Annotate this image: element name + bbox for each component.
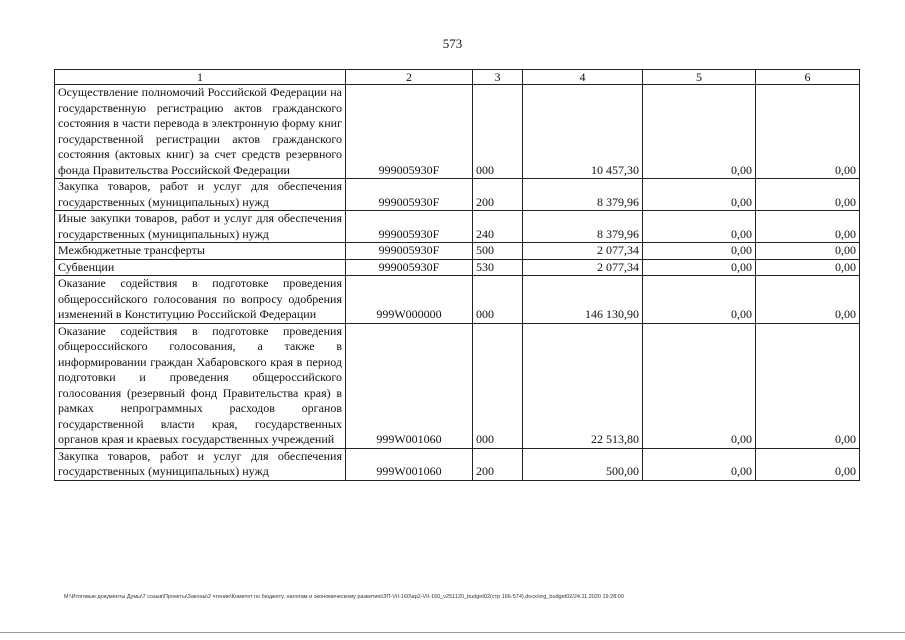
amount-column-5: 0,00 (643, 179, 756, 211)
column-header: 1 (55, 70, 346, 85)
amount-column-5: 0,00 (643, 85, 756, 179)
amount-column-6: 0,00 (756, 448, 860, 480)
table-row (55, 179, 860, 211)
amount-column-6: 0,00 (756, 276, 860, 324)
amount-column-5: 0,00 (643, 259, 756, 276)
target-article-code: 999W001060 (346, 448, 473, 480)
expense-type-code: 000 (473, 85, 523, 179)
expense-type-code: 200 (473, 448, 523, 480)
amount-column-5: 0,00 (643, 243, 756, 260)
amount-column-4: 22 513,80 (523, 323, 643, 448)
row-description: Закупка товаров, работ и услуг для обеспечения государственных (муниципальных) нужд (55, 179, 346, 211)
column-header: 3 (473, 70, 523, 85)
expense-type-code: 200 (473, 179, 523, 211)
target-article-code: 999005930F (346, 85, 473, 179)
target-article-code: 999W000000 (346, 276, 473, 324)
amount-column-4: 500,00 (523, 448, 643, 480)
column-header: 5 (643, 70, 756, 85)
amount-column-6: 0,00 (756, 243, 860, 260)
table-row (55, 211, 860, 243)
amount-column-4: 2 077,34 (523, 243, 643, 260)
expense-type-code: 000 (473, 323, 523, 448)
amount-column-6: 0,00 (756, 323, 860, 448)
expense-type-code: 000 (473, 276, 523, 324)
amount-column-5: 0,00 (643, 276, 756, 324)
row-description: Межбюджетные трансферты (55, 243, 346, 260)
column-header: 4 (523, 70, 643, 85)
column-header: 6 (756, 70, 860, 85)
amount-column-6: 0,00 (756, 259, 860, 276)
page-edge-divider (0, 632, 905, 633)
amount-column-6: 0,00 (756, 85, 860, 179)
page-number: 573 (442, 36, 463, 51)
amount-column-4: 2 077,34 (523, 259, 643, 276)
table-header-row (55, 70, 860, 85)
target-article-code: 999005930F (346, 259, 473, 276)
expense-type-code: 500 (473, 243, 523, 260)
table-row (55, 85, 860, 179)
budget-table (54, 69, 860, 481)
amount-column-5: 0,00 (643, 448, 756, 480)
amount-column-4: 10 457,30 (523, 85, 643, 179)
table-row (55, 243, 860, 260)
expense-type-code: 240 (473, 211, 523, 243)
target-article-code: 999005930F (346, 179, 473, 211)
table-row (55, 259, 860, 276)
amount-column-4: 8 379,96 (523, 179, 643, 211)
row-description: Субвенции (55, 259, 346, 276)
row-description: Иные закупки товаров, работ и услуг для обеспечения государственных (муниципальных) нужд (55, 211, 346, 243)
table-row (55, 448, 860, 480)
expense-type-code: 530 (473, 259, 523, 276)
amount-column-5: 0,00 (643, 211, 756, 243)
file-path-footer: M:\Итоговые документы Думы\7 созыв\Проекты\Законы\2 чтение\Комитет по бюджету, налогам и экономическому развитию\ЗП-VII-160\ap2-VII-160_v251120_budget02(стр 166-574).docx/org_budget02/24.11.2020 19:28:00 (64, 594, 624, 600)
amount-column-6: 0,00 (756, 179, 860, 211)
amount-column-4: 8 379,96 (523, 211, 643, 243)
target-article-code: 999005930F (346, 211, 473, 243)
target-article-code: 999005930F (346, 243, 473, 260)
row-description: Оказание содействия в подготовке проведения общероссийского голосования по вопросу одобрения изменений в Конституцию Российской Федерации (55, 276, 346, 324)
amount-column-4: 146 130,90 (523, 276, 643, 324)
row-description: Закупка товаров, работ и услуг для обеспечения государственных (муниципальных) нужд (55, 448, 346, 480)
table-row (55, 323, 860, 448)
amount-column-5: 0,00 (643, 323, 756, 448)
row-description: Осуществление полномочий Российской Федерации на государственную регистрацию актов гражданского состояния в части перевода в электронную форму книг государственной регистрации актов гражданского состояния (актовых книг) за счет средств резервного фонда Правительства Российской Федерации (55, 85, 346, 179)
row-description: Оказание содействия в подготовке проведения общероссийского голосования, а также в информировании граждан Хабаровского края в период подготовки и проведения общероссийского голосования (резервный фонд Правительства края) в рамках непрограммных расходов органов государственной власти края, государственных органов края и краевых государственных учреждений (55, 323, 346, 448)
table-row (55, 276, 860, 324)
amount-column-6: 0,00 (756, 211, 860, 243)
column-header: 2 (346, 70, 473, 85)
target-article-code: 999W001060 (346, 323, 473, 448)
